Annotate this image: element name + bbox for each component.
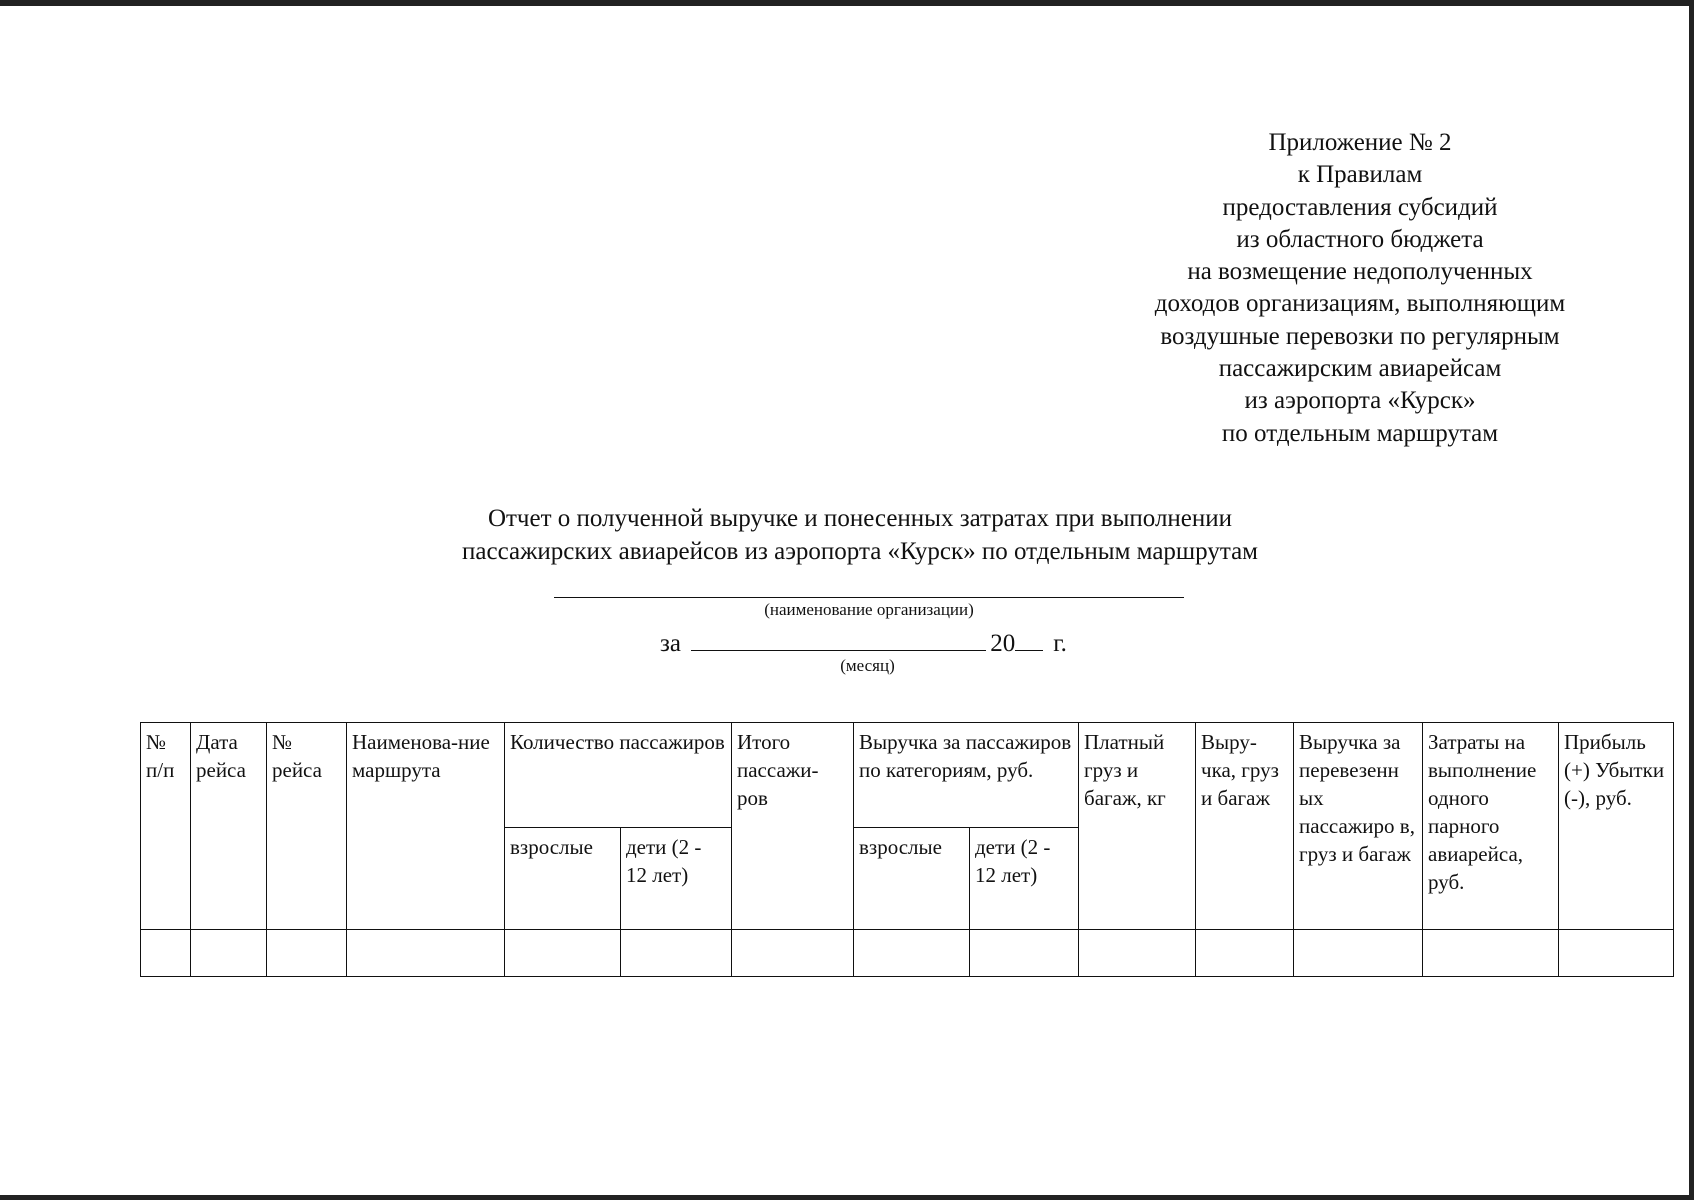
appendix-line: пассажирским авиарейсам	[1218, 355, 1502, 383]
table-cell	[141, 930, 191, 977]
year-suffix: г.	[1053, 630, 1067, 657]
table-cell	[732, 930, 854, 977]
table-row	[141, 930, 1674, 977]
table-cell	[970, 930, 1079, 977]
table-cell	[854, 930, 970, 977]
table-cell	[1423, 930, 1559, 977]
appendix-line: из аэропорта «Курск»	[1244, 387, 1476, 415]
header-cargo: Платный груз и багаж, кг	[1079, 723, 1196, 930]
table-cell	[621, 930, 732, 977]
header-revenue: Выручка за пассажиров по категориям, руб.	[854, 723, 1079, 828]
appendix-heading	[1100, 127, 1620, 450]
appendix-line: предоставления субсидий	[1222, 193, 1498, 221]
report-title	[360, 502, 1360, 568]
appendix-line: к Правилам	[1297, 161, 1423, 189]
appendix-line: из областного бюджета	[1236, 225, 1484, 253]
year-prefix: 20	[990, 630, 1016, 657]
header-passengers: Количество пассажиров	[505, 723, 732, 828]
header-total-passengers: Итого пассажи-ров	[732, 723, 854, 930]
header-route: Наименова-ние маршрута	[347, 723, 505, 930]
header-costs: Затраты на выполнение одного парного авиарейса, руб.	[1423, 723, 1559, 930]
organization-name-field	[554, 597, 1184, 598]
table-cell	[1079, 930, 1196, 977]
header-total-revenue: Выручка за перевезенн ых пассажиро в, груз и багаж	[1294, 723, 1423, 930]
month-caption: (месяц)	[840, 656, 895, 675]
table-cell	[1294, 930, 1423, 977]
header-passengers-adults: взрослые	[505, 828, 621, 930]
header-cargo-revenue: Выру-чка, груз и багаж	[1196, 723, 1294, 930]
table-cell	[1196, 930, 1294, 977]
scan-edge-top	[0, 0, 1694, 6]
header-revenue-adults: взрослые	[854, 828, 970, 930]
scan-edge-bottom	[0, 1195, 1694, 1200]
header-flight: № рейса	[267, 723, 347, 930]
header-profit: Прибыль (+) Убытки (-), руб.	[1559, 723, 1674, 930]
table-cell	[267, 930, 347, 977]
table-cell	[505, 930, 621, 977]
header-revenue-children: дети (2 - 12 лет)	[970, 828, 1079, 930]
report-table	[140, 722, 1674, 977]
table-cell	[191, 930, 267, 977]
header-passengers-children: дети (2 - 12 лет)	[621, 828, 732, 930]
scan-edge-right	[1689, 0, 1694, 1200]
period-row	[660, 624, 1067, 658]
table-cell	[347, 930, 505, 977]
header-num: № п/п	[141, 723, 191, 930]
year-field	[1015, 624, 1043, 651]
appendix-line: на возмещение недополученных	[1187, 258, 1533, 286]
appendix-line: по отдельным маршрутам	[1221, 419, 1499, 447]
appendix-line: Приложение № 2	[1268, 129, 1452, 156]
header-date: Дата рейса	[191, 723, 267, 930]
period-prefix: за	[660, 630, 681, 657]
report-title-line-2: пассажирских авиарейсов из аэропорта «Курск» по отдельным маршрутам	[462, 538, 1258, 565]
month-field	[691, 624, 986, 651]
appendix-line: доходов организациям, выполняющим	[1154, 290, 1566, 318]
table-header-row	[141, 723, 1674, 828]
appendix-line: воздушные перевозки по регулярным	[1160, 322, 1560, 350]
table-cell	[1559, 930, 1674, 977]
organization-caption: (наименование организации)	[764, 600, 974, 619]
report-title-line-1: Отчет о полученной выручке и понесенных затратах при выполнении	[487, 505, 1233, 532]
